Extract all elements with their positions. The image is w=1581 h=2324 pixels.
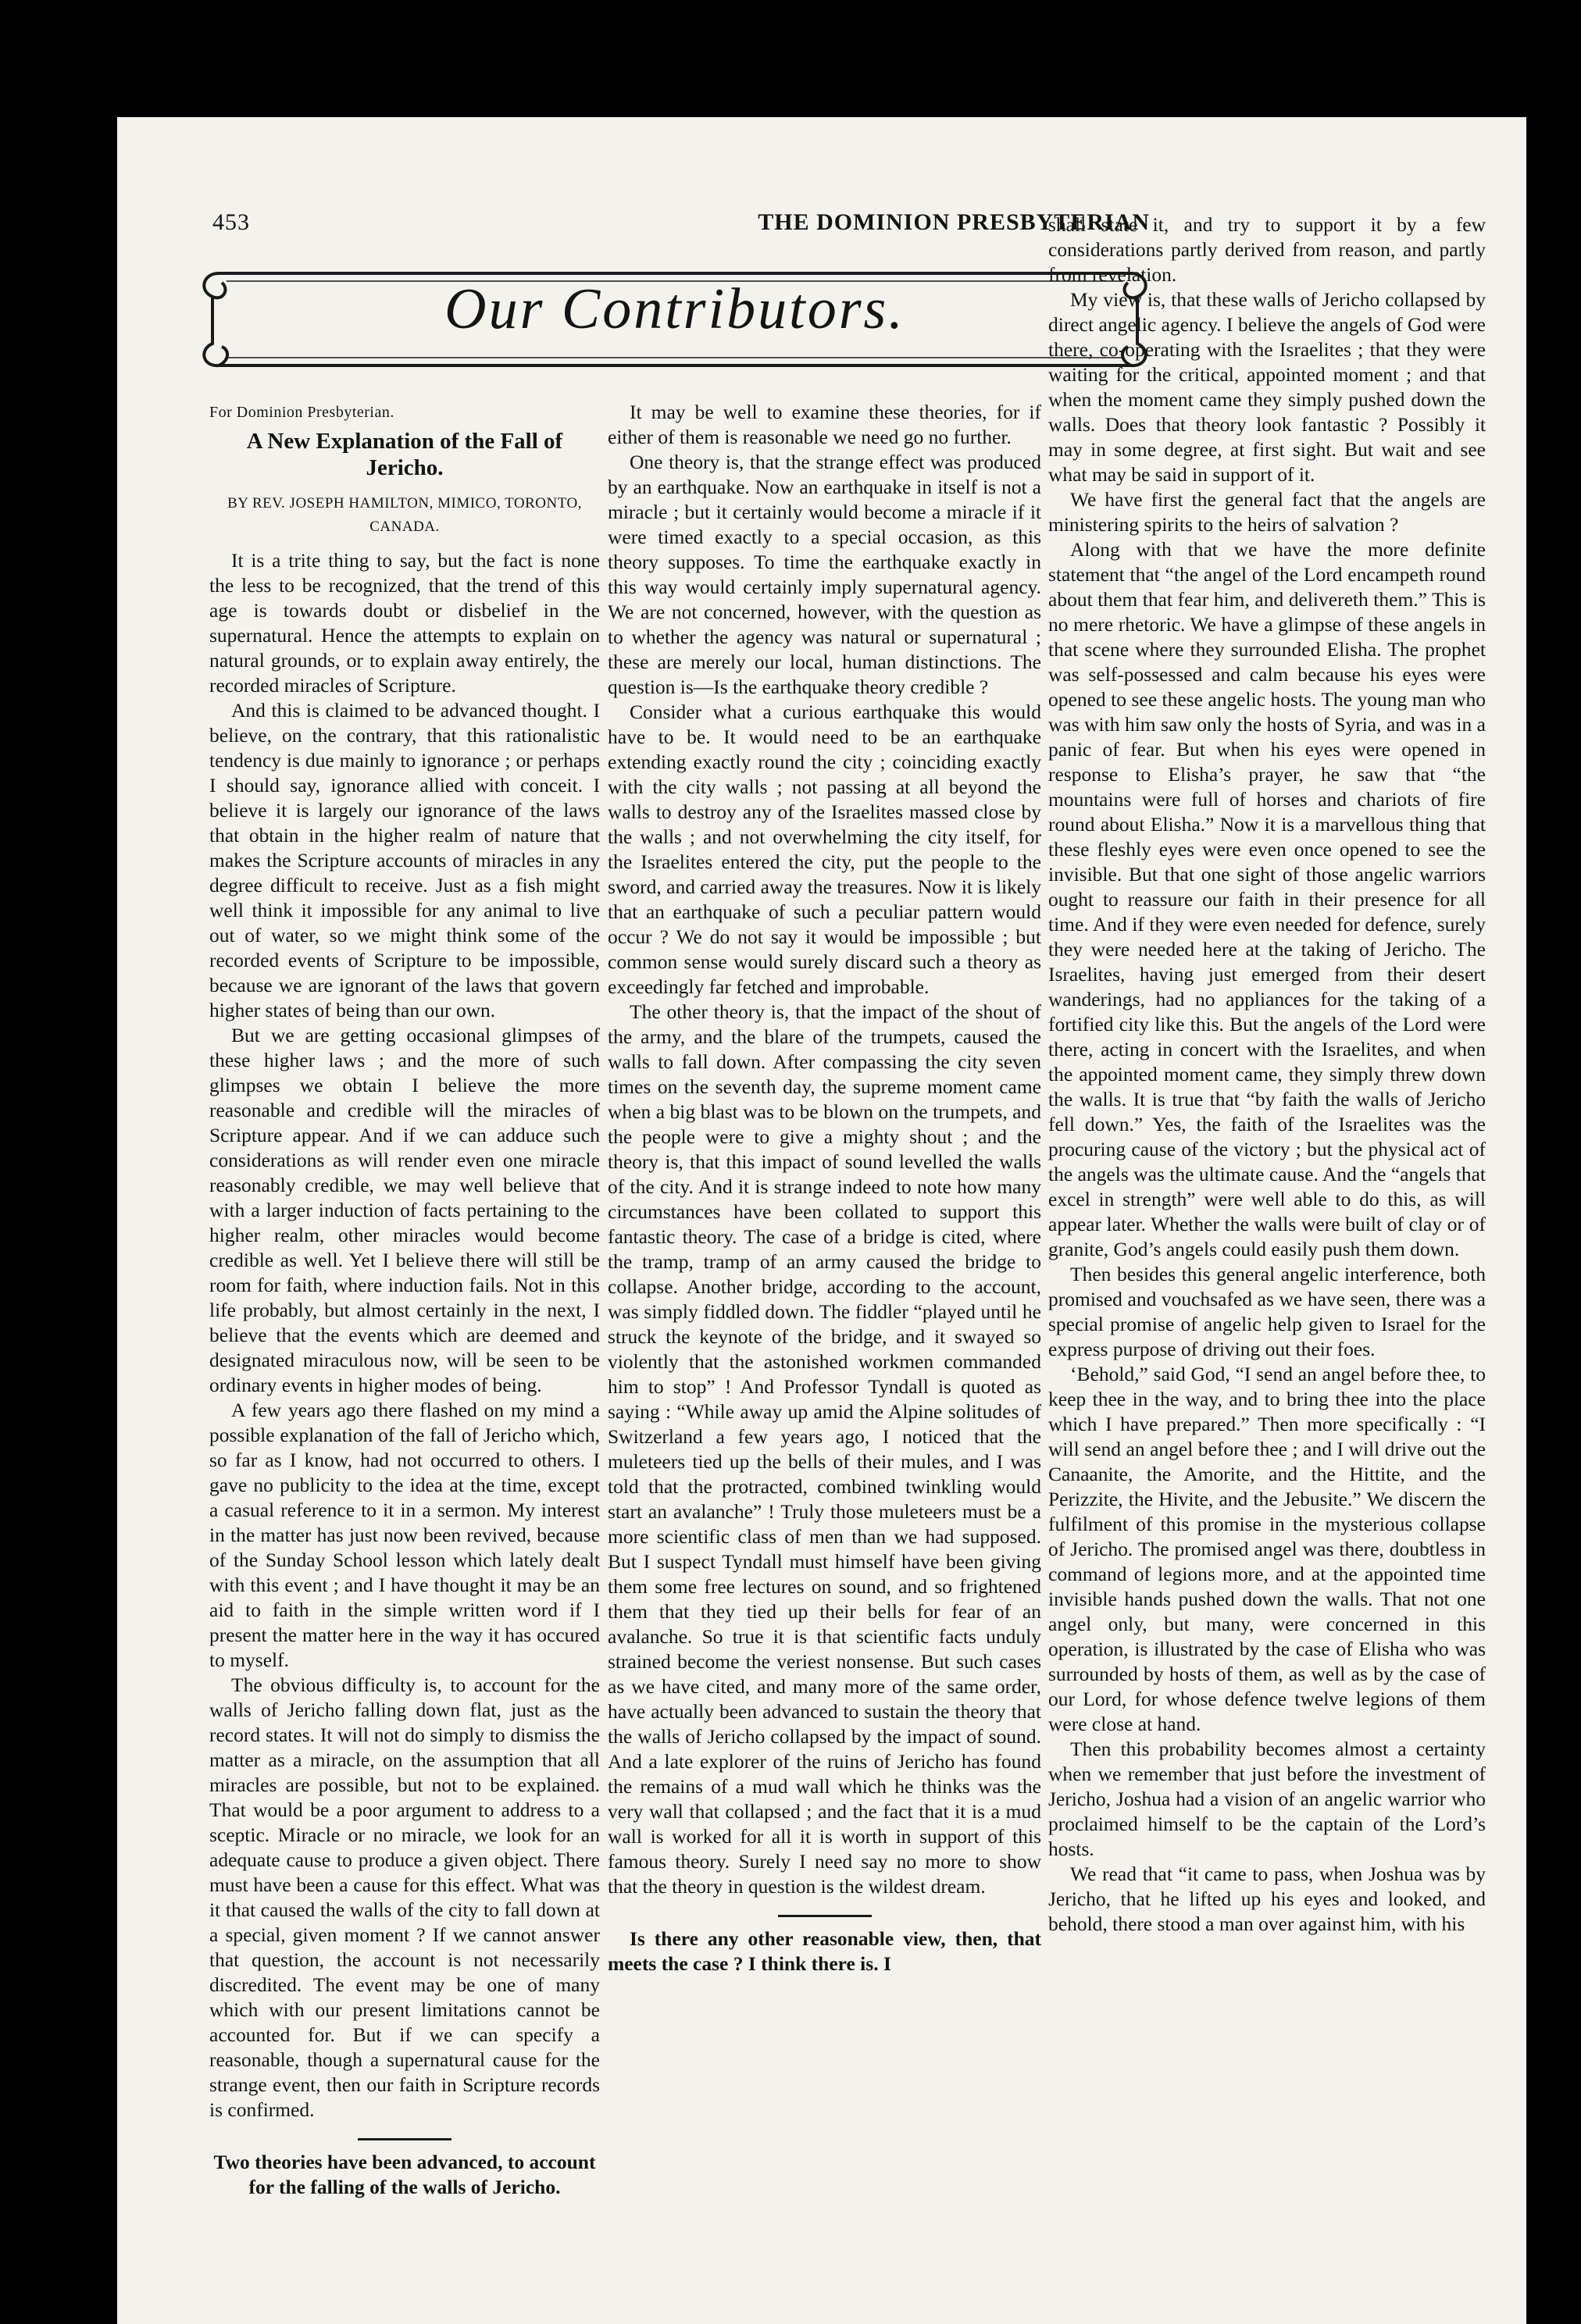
paragraph: ‘Behold,” said God, “I send an angel before thee, to keep thee in the way, and to bring thee into the place which I have prepared.” Then more specifically : “I will send an angel before thee ; and I will drive out the Canaanite, the Amorite, and the Hittite, and the Perizzite, the Hivite, and the Jebusite.” We discern the fulfilment of this promise in the mysterious collapse of Jericho. The promised angel was there, doubtless in command of legions more, and at the appointed time invisible hands pushed down the walls. That not one angel only, but many, were concerned in this operation, is illustrated by the case of Elisha who was surrounded by hosts of them, as well as by the case of our Lord, for whose defence twelve legions of them were close at hand. [1048,1363,1486,1735]
section-rule [778,1915,872,1917]
section-banner [195,251,1155,376]
column-1 [209,400,600,2200]
paragraph: One theory is, that the strange effect was produced by an earthquake. Now an earthquake in itself is not a miracle ; but it certainly would become a miracle if it were timed exactly to a special occasion, as this theory supposes. To time the earthquake exactly in this way would certainly imply supernatural agency. We are not concerned, however, with the question as to whether the agency was natural or supernatural ; these are merely our local, human distinctions. The question is—Is the earthquake theory credible ? [608,451,1041,698]
article-byline: BY REV. JOSEPH HAMILTON, MIMICO, TORONTO, CANADA. [227,495,582,535]
paragraph: A few years ago there flashed on my mind a possible explanation of the fall of Jericho which, so far as I know, had not occurred to others. I gave no publicity to the idea at the time, except a casual reference to it in a sermon. My interest in the matter has just now been revived, because of the Sunday School lesson which lately dealt with this event ; and I have thought it may be an aid to faith in the simple written word if I present the matter here in the way it has occured to myself. [209,1399,600,1671]
article-kicker: For Dominion Presbyterian. [209,404,394,421]
running-head [212,209,1150,241]
paragraph: But we are getting occasional glimpses of these higher laws ; and the more of such glimpses we obtain I believe the more reasonable and credible will the miracles of Scripture appear. And if we can adduce such considerations as will render even one miracle reasonably credible, we may well believe that with a larger induction of facts pertaining to the higher realm, other miracles would become credible as well. Yet I believe there will still be room for faith, where induction fails. Not in this life probably, but almost certainly in the next, I believe that the events which are deemed and designated miraculous now, will be seen to be ordinary events in higher modes of being. [209,1024,600,1396]
journal-title: THE DOMINION PRESBYTERIAN [758,209,1150,235]
column-3 [1048,212,1486,1937]
column-2 [608,400,1041,1976]
paragraph: It is a trite thing to say, but the fact is none the less to be recognized, that the trend of this age is towards doubt or disbelief in the supernatural. Hence the attempts to explain on natural grounds, or to explain away entirely, the recorded miracles of Scripture. [209,549,600,697]
paragraph: Then besides this general angelic interference, both promised and vouchsafed as we have seen, there was a special promise of angelic help given to Israel for the express purpose of driving out their foes. [1048,1263,1486,1360]
paragraph: Along with that we have the more definite statement that “the angel of the Lord encampeth round about them that fear him, and delivereth them.” This is no mere rhetoric. We have a glimpse of these angels in that scene where they surrounded Elisha. The prophet was self-possessed and calm because his eyes were opened to see these angelic hosts. The young man who was with him saw only the hosts of Syria, and was in a panic of fear. But when his eyes were opened in response to Elisha’s prayer, he saw that “the mountains were full of horses and chariots of fire round about Elisha.” Now it is a marvellous thing that these fleshly eyes were even once opened to see the invisible. But that one sight of those angelic warriors ought to reassure our faith in their presence for all time. And if they were even needed for defence, surely they were needed here at the taking of Jericho. The Israelites, having just emerged from their desert wanderings, had no appliances for the taking of a fortified city like this. But the angels of the Lord were there, acting in concert with the Israelites, and when the appointed moment came, they simply threw down the walls. It is true that “by faith the walls of Jericho fell down.” Yes, the faith of the Israelites was the procuring cause of the victory ; but the physical act of the angels was the ultimate cause. And the “angels that excel in strength” were well able to do this, as will appear later. Whether the walls were built of clay or of granite, God’s angels could easily push them down. [1048,538,1486,1260]
paragraph: shall state it, and try to support it by a few considerations partly derived from reason, and partly from revelation. [1048,213,1486,286]
section-title: Our Contributors. [444,277,905,341]
paragraph: Consider what a curious earthquake this would have to be. It would need to be an earthquake extending exactly round the city ; coinciding exactly with the city walls ; not passing at all beyond the walls to destroy any of the Israelites massed close by the walls ; and not overwhelming the city itself, for the Israelites entered the city, put the people to the sword, and carried away the treasures. Now it is likely that an earthquake of such a peculiar pattern would occur ? We do not say it would be impossible ; but common sense would surely discard such a theory as exceedingly far fetched and improbable. [608,700,1041,998]
paragraph: We have first the general fact that the angels are ministering spirits to the heirs of salvation ? [1048,488,1486,536]
article-title: A New Explanation of the Fall of Jericho. [246,429,563,480]
paragraph: It may be well to examine these theories, for if either of them is reasonable we need go no further. [608,401,1041,448]
paragraph: Then this probability becomes almost a certainty when we remember that just before the investment of Jericho, Joshua had a vision of an angelic warrior who proclaimed himself to be the captain of the Lord’s hosts. [1048,1738,1486,1860]
paragraph: We read that “it came to pass, when Joshua was by Jericho, that he lifted up his eyes and looked, and behold, there stood a man over against him, with his [1048,1862,1486,1935]
paragraph: Two theories have been advanced, to account for the falling of the walls of Jericho. [213,2151,596,2198]
page-number: 453 [212,209,250,235]
section-rule [358,2138,451,2140]
paragraph: And this is claimed to be advanced thought. I believe, on the contrary, that this rationalistic tendency is due mainly to ignorance ; or perhaps I should say, ignorance allied with conceit. I believe it is largely our ignorance of the laws that obtain in the higher realm of nature that makes the Scripture accounts of miracles in any degree difficult to receive. Just as a fish might well think it impossible for any animal to live out of water, so we might think some of the recorded events of Scripture to be impossible, because we are ignorant of the laws that govern higher states of being than our own. [209,699,600,1021]
scanned-page [117,117,1526,2324]
paragraph: The obvious difficulty is, to account for the walls of Jericho falling down flat, just as the record states. It will not do simply to dismiss the matter as a miracle, on the assumption that all miracles are possible, but not to be explained. That would be a poor argument to address to a sceptic. Miracle or no miracle, we look for an adequate cause to produce a given object. There must have been a cause for this effect. What was it that caused the walls of the city to fall down at a special, given moment ? If we cannot answer that question, the account is not necessarily discredited. The event may be one of many which with our present limitations cannot be accounted for. But if we can specify a reasonable, though a supernatural cause for the strange event, then our faith in Scripture records is confirmed. [209,1673,600,2121]
paragraph: My view is, that these walls of Jericho collapsed by direct angelic agency. I believe the angels of God were there, co-operating with the Israelites ; that they were waiting for the critical, appointed moment ; and that when the moment came they simply pushed down the walls. Does that theory look fantastic ? Possibly it may in some degree, at first sight. But wait and see what may be said in support of it. [1048,288,1486,486]
paragraph: Is there any other reasonable view, then, that meets the case ? I think there is. I [608,1927,1041,1975]
paragraph: The other theory is, that the impact of the shout of the army, and the blare of the trumpets, caused the walls to fall down. After compassing the city seven times on the seventh day, the supreme moment came when a big blast was to be blown on the trumpets, and the people were to give a mighty shout ; and the theory is, that this impact of sound levelled the walls of the city. And it is strange indeed to note how many circumstances have been collated to support this fantastic theory. The case of a bridge is cited, where the tramp, tramp of an army caused the bridge to collapse. Another bridge, according to the account, was simply fiddled down. The fiddler “played until he struck the keynote of the bridge, and it swayed so violently that the astonished workmen commanded him to stop” ! And Professor Tyndall is quoted as saying : “While away up amid the Alpine solitudes of Switzerland a few years ago, I noticed that the muleteers tied up the bells of their mules, and I was told that the protracted, combined twinkling would start an avalanche” ! Truly those muleteers must be a more scientific class of men than we had supposed. But I suspect Tyndall must himself have been giving them some free lectures on sound, and so frightened them that they tied up their bells for fear of an avalanche. So true it is that scientific facts unduly strained become the veriest nonsense. But such cases as we have cited, and many more of the same order, have actually been advanced to sustain the theory that the walls of Jericho collapsed by the impact of sound. And a late explorer of the ruins of Jericho has found the remains of a mud wall which he thinks was the very wall that collapsed ; and the fact that it is a mud wall is worked for all it is worth in support of this famous theory. Surely I need say no more to show that the theory in question is the wildest dream. [608,1000,1041,1898]
